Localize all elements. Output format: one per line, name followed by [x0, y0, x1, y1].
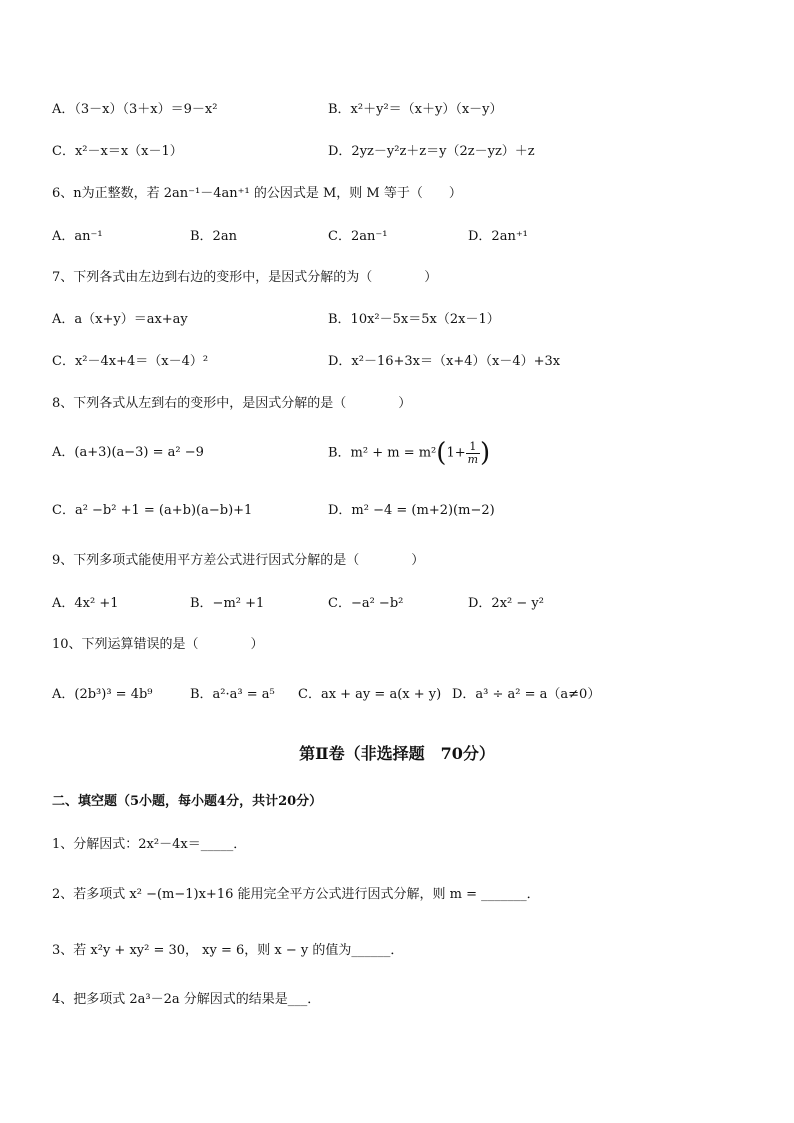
- q6-option-c: C．2an⁻¹: [328, 229, 388, 244]
- q6-option-d: D．2an⁺¹: [468, 229, 528, 244]
- q8-option-c: C．a² −b² +1 = (a+b)(a−b)+1: [52, 503, 253, 518]
- q7-option-c: C．x²－4x+4＝（x－4）²: [52, 354, 209, 369]
- q10-option-c: C．ax + ay = a(x + y): [298, 687, 442, 702]
- q6-option-b: B．2an: [190, 229, 237, 244]
- fill-q2: 2、若多项式 x² −(m−1)x+16 能用完全平方公式进行因式分解，则 m = _______．: [52, 887, 540, 902]
- fraction-numerator: 1: [466, 441, 480, 454]
- q10-stem: 10、下列运算错误的是（ ）: [52, 637, 264, 652]
- q8-option-b: [328, 436, 490, 471]
- fill-q3: 3、若 x²y + xy² = 30， xy = 6，则 x − y 的值为______．: [52, 943, 404, 958]
- fraction: [466, 441, 480, 466]
- q10-option-a: A．(2b³)³ = 4b⁹: [52, 687, 153, 702]
- q7-option-a: A．a（x+y）＝ax+ay: [52, 312, 188, 327]
- section-heading: 二、填空题（5小题，每小题4分，共计20分）: [52, 794, 323, 809]
- q10-option-d: D．a³ ÷ a² = a（a≠0）: [452, 687, 601, 702]
- q7-option-d: D．x²－16+3x＝（x+4）（x－4）+3x: [328, 354, 561, 369]
- q7-stem: 7、下列各式由左边到右边的变形中，是因式分解的为（ ）: [52, 270, 438, 285]
- q9-option-b: B．−m² +1: [190, 596, 265, 611]
- q10-option-b: B．a²·a³ = a⁵: [190, 687, 275, 702]
- q5-option-d: D．2yz－y²z＋z＝y（2z－yz）＋z: [328, 144, 535, 159]
- q5-option-a: A．（3－x）（3＋x）＝9－x²: [52, 102, 218, 117]
- right-paren-icon: ): [480, 438, 491, 468]
- q8-option-d: D．m² −4 = (m+2)(m−2): [328, 503, 495, 518]
- q7-option-b: B．10x²－5x＝5x（2x－1）: [328, 312, 500, 327]
- q8-option-a: A．(a+3)(a−3) = a² −9: [52, 445, 204, 460]
- fraction-denominator: m: [467, 452, 479, 466]
- q6-option-a: A．an⁻¹: [52, 229, 103, 244]
- q8-option-b-lhs: B．m² + m = m²: [328, 445, 437, 461]
- q8-stem: 8、下列各式从左到右的变形中，是因式分解的是（ ）: [52, 396, 412, 411]
- q9-stem: 9、下列多项式能使用平方差公式进行因式分解的是（ ）: [52, 553, 425, 568]
- fill-q4: 4、把多项式 2a³－2a 分解因式的结果是___．: [52, 992, 321, 1007]
- q9-option-c: C．−a² −b²: [328, 596, 404, 611]
- q5-option-c: C．x²－x＝x（x－1）: [52, 144, 183, 159]
- q9-option-d: D．2x² − y²: [468, 596, 544, 611]
- q5-option-b: B．x²＋y²＝（x＋y）（x－y）: [328, 102, 503, 117]
- section-title: 第Ⅱ卷（非选择题 70分）: [299, 744, 495, 763]
- q9-option-a: A．4x² +1: [52, 596, 119, 611]
- q8-option-b-one: 1+: [446, 445, 466, 461]
- fill-q1: 1、分解因式：2x²－4x＝_____．: [52, 837, 247, 852]
- q6-stem: 6、n为正整数，若 2an⁻¹－4an⁺¹ 的公因式是 M，则 M 等于（ ）: [52, 186, 462, 201]
- left-paren-icon: (: [436, 438, 447, 468]
